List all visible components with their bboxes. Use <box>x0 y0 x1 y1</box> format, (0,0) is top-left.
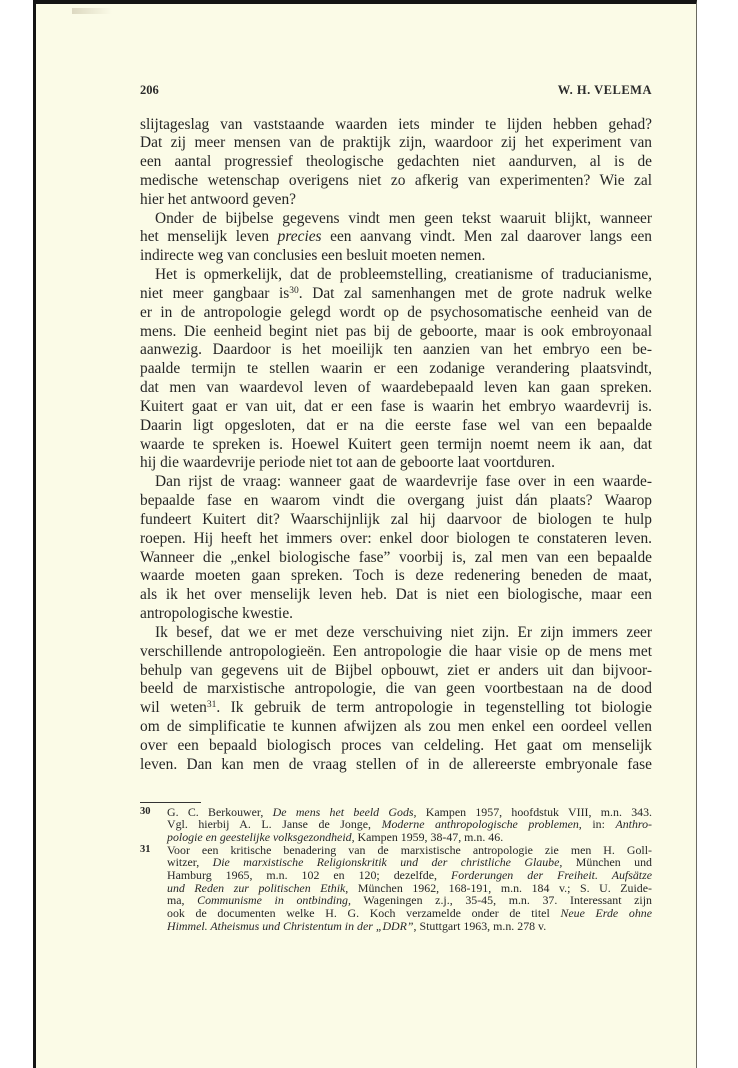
text-line <box>140 737 652 756</box>
text-line <box>140 341 652 360</box>
text-line <box>140 153 652 172</box>
text-line <box>140 624 652 643</box>
text-line <box>140 379 652 398</box>
text-line <box>140 116 652 135</box>
italic-text: Moderne anthropologische problemen, <box>381 817 582 832</box>
text-line <box>140 567 652 586</box>
footnote-number: 30 <box>140 805 151 817</box>
paragraph <box>140 210 652 266</box>
italic-text: Anthro- <box>615 817 653 832</box>
text-run: Kuitert gaat er van uit, dat er een fase is waarin het embryo waardevrij is. <box>140 397 652 415</box>
text-run: beeld de marxistische antropologie, die van geen voortbestaan na de dood <box>140 680 652 698</box>
text-run: mens. Die eenheid begint niet pas bij de geboorte, maar is ook embroyonaal <box>140 322 652 340</box>
text-run: Kampen 1959, 38-47, m.n. 46. <box>354 829 504 844</box>
text-run: om de simplificatie te kunnen afwijzen als zou men enkel een oordeel vellen <box>140 718 652 735</box>
text-run: München 1962, 168-191, m.n. 184 v.; S. U. Zuide- <box>348 880 652 895</box>
text-run: behulp van gegevens uit de Bijbel opbouwt, ziet er anders uit dan bijvoor- <box>140 661 652 679</box>
text-line <box>140 436 652 455</box>
text-run: Daarin ligt opgesloten, dat er na die eerste fase wel van een bepaalde <box>140 416 652 434</box>
text-line <box>140 398 652 417</box>
text-run: Het is opmerkelijk, dat de probleemstelling, creatianisme of traducianisme, <box>155 266 652 284</box>
italic-text: Communisme in ontbinding, <box>197 893 351 908</box>
text-line <box>140 530 652 549</box>
text-run: Onder de bijbelse gegevens vindt men geen tekst waaruit blijkt, wanneer <box>155 209 652 227</box>
text-run: waarde te spreken is. Hoewel Kuitert geen termijn noemt neem ik aan, dat <box>140 435 652 453</box>
text-run: er in de antropologie gelegd wordt op de psychosomatische eenheid van de <box>140 303 652 321</box>
text-run: het menselijk leven <box>140 228 278 246</box>
italic-text: De mens het beeld Gods, <box>272 804 417 819</box>
text-line <box>140 228 652 247</box>
text-line <box>140 247 652 266</box>
text-run: G. C. Berkouwer, <box>167 804 273 819</box>
text-line <box>140 285 652 304</box>
text-run: Ik besef, dat we er met deze verschuiving niet zijn. Er zijn immers zeer <box>155 623 652 641</box>
text-run: Dan rijst de vraag: wanneer gaat de waardevrije fase over in een waarde- <box>155 473 652 491</box>
paragraph <box>140 266 652 473</box>
text-run: over een bepaald biologisch proces van celdeling. Het gaat om menselijk <box>140 736 652 754</box>
text-line <box>140 454 652 473</box>
text-line <box>140 699 652 718</box>
text-run: niet meer gangbaar is <box>140 284 290 302</box>
text-line <box>140 172 652 191</box>
italic-text: und Reden zur politischen Ethik, <box>167 880 349 895</box>
text-run: in: <box>581 817 616 832</box>
text-run: Dat zij meer mensen van de praktijk zijn, waardoor zij het experiment van <box>140 134 652 152</box>
text-run: . Dat zal samenhangen met de grote nadruk welke <box>298 284 652 302</box>
text-line <box>140 643 652 662</box>
text-run: verschillende antropologieën. Een antropologie die haar visie op de mens met <box>140 642 652 660</box>
text-line <box>140 360 652 379</box>
text-run: leven. Dan kan men de vraag stellen of in de allereerste embryonale fase <box>140 755 652 773</box>
text-line <box>140 473 652 492</box>
text-run: dat men van waardevol leven of waardebepaald leven kan gaan spreken. <box>140 379 652 397</box>
text-run: een aanvang vindt. Men zal daarover langs een <box>321 228 652 246</box>
text-run: hij die waardevrije periode niet tot aan de geboorte laat voortduren. <box>140 454 555 472</box>
scan-smudge <box>72 8 112 14</box>
text-run: ma, <box>167 893 198 908</box>
italic-text: Himmel. Atheismus und Christentum in der „DDR” <box>167 918 414 933</box>
text-run: . Ik gebruik de term antropologie in tegenstelling tot biologie <box>216 699 652 717</box>
text-run: als ik het over menselijk leven heb. Dat is niet een biologische, maar een <box>140 586 652 604</box>
text-run: Voor een kritische benadering van de marxistische antropologie zie men H. Goll- <box>167 842 652 857</box>
text-run: witzer, <box>167 855 213 870</box>
text-run: slijtageslag van vaststaande waarden iets minder te lijden hebben gehad? <box>140 115 652 133</box>
footnote <box>140 844 652 933</box>
text-run: München und <box>562 855 652 870</box>
text-line <box>140 323 652 342</box>
text-run: paalde termijn te stellen waarin er een zodanige verandering plaatsvindt, <box>140 360 652 378</box>
text-run: waarde moeten gaan spreken. Toch is deze redenering beneden de maat, <box>140 567 652 585</box>
footnotes <box>140 806 652 933</box>
text-run: hier het antwoord geven? <box>140 190 296 208</box>
text-line <box>140 511 652 530</box>
text-run: een aantal progressief theologische gedachten niet aandurven, al is de <box>140 153 652 171</box>
text-run: wil weten <box>140 699 207 717</box>
paragraph <box>140 116 652 210</box>
paragraph <box>140 473 652 624</box>
text-run: indirecte weg van conclusies een besluit moeten nemen. <box>140 247 486 265</box>
text-line <box>140 417 652 436</box>
footnote-line <box>167 920 652 933</box>
text-line <box>140 266 652 285</box>
running-header-author: W. H. VELEMA <box>557 83 652 97</box>
italic-text: precies <box>277 228 322 246</box>
text-line <box>140 549 652 568</box>
text-run: medische wetenschap overigens niet zo afkerig van experimenten? Wie zal <box>140 171 652 189</box>
text-run: , Stuttgart 1963, m.n. 278 v. <box>413 918 547 933</box>
footnote-separator <box>140 802 201 803</box>
body-text <box>140 116 652 775</box>
italic-text: Neue Erde ohne <box>560 906 653 920</box>
footnote <box>140 806 652 844</box>
text-line <box>140 605 652 624</box>
text-line <box>140 492 652 511</box>
text-line <box>140 304 652 323</box>
text-run: Hamburg 1965, m.n. 102 en 120; dezelfde, <box>167 867 451 882</box>
text-line <box>140 191 652 210</box>
text-line <box>140 718 652 737</box>
italic-text: Die marxistische Religionskritik und der christliche Glaube, <box>212 855 563 870</box>
running-header <box>140 81 652 99</box>
text-run: Vgl. hierbij A. L. Janse de Jonge, <box>167 817 382 832</box>
text-run: Wageningen z.j., 35-45, m.n. 37. Interessant zijn <box>350 893 652 908</box>
footnote-reference: 31 <box>206 700 217 711</box>
page-number: 206 <box>140 83 159 97</box>
text-line <box>140 210 652 229</box>
text-line <box>140 680 652 699</box>
text-line <box>140 756 652 775</box>
text-line <box>140 586 652 605</box>
text-run: aanwezig. Daardoor is het moeilijk ten aanzien van het embryo een be- <box>140 341 652 359</box>
text-run: Wanneer die „enkel biologische fase” voorbij is, zal men van een bepaalde <box>140 548 652 566</box>
text-run: Kampen 1957, hoofdstuk VIII, m.n. 343. <box>416 804 653 819</box>
footnote-reference: 30 <box>289 285 299 296</box>
italic-text: pologie en geestelijke volksgezondheid, <box>167 829 355 844</box>
paragraph <box>140 624 652 775</box>
text-line <box>140 662 652 681</box>
text-run: bepaalde fase en waarom vindt die overgang juist dán plaats? Waarop <box>140 492 652 510</box>
italic-text: Forderungen der Freiheit. Aufsätze <box>450 867 652 882</box>
text-run: roepen. Hij heeft het immers over: enkel door biologen te constateren leven. <box>140 529 652 547</box>
text-run: fundeert Kuitert dit? Waarschijnlijk zal hij daarvoor de biologen te hulp <box>140 510 652 528</box>
text-run: antropologische kwestie. <box>140 605 294 623</box>
text-line <box>140 134 652 153</box>
footnote-number: 31 <box>140 843 151 855</box>
text-run: ook de documenten welke H. G. Koch verzamelde onder de titel <box>167 906 561 920</box>
